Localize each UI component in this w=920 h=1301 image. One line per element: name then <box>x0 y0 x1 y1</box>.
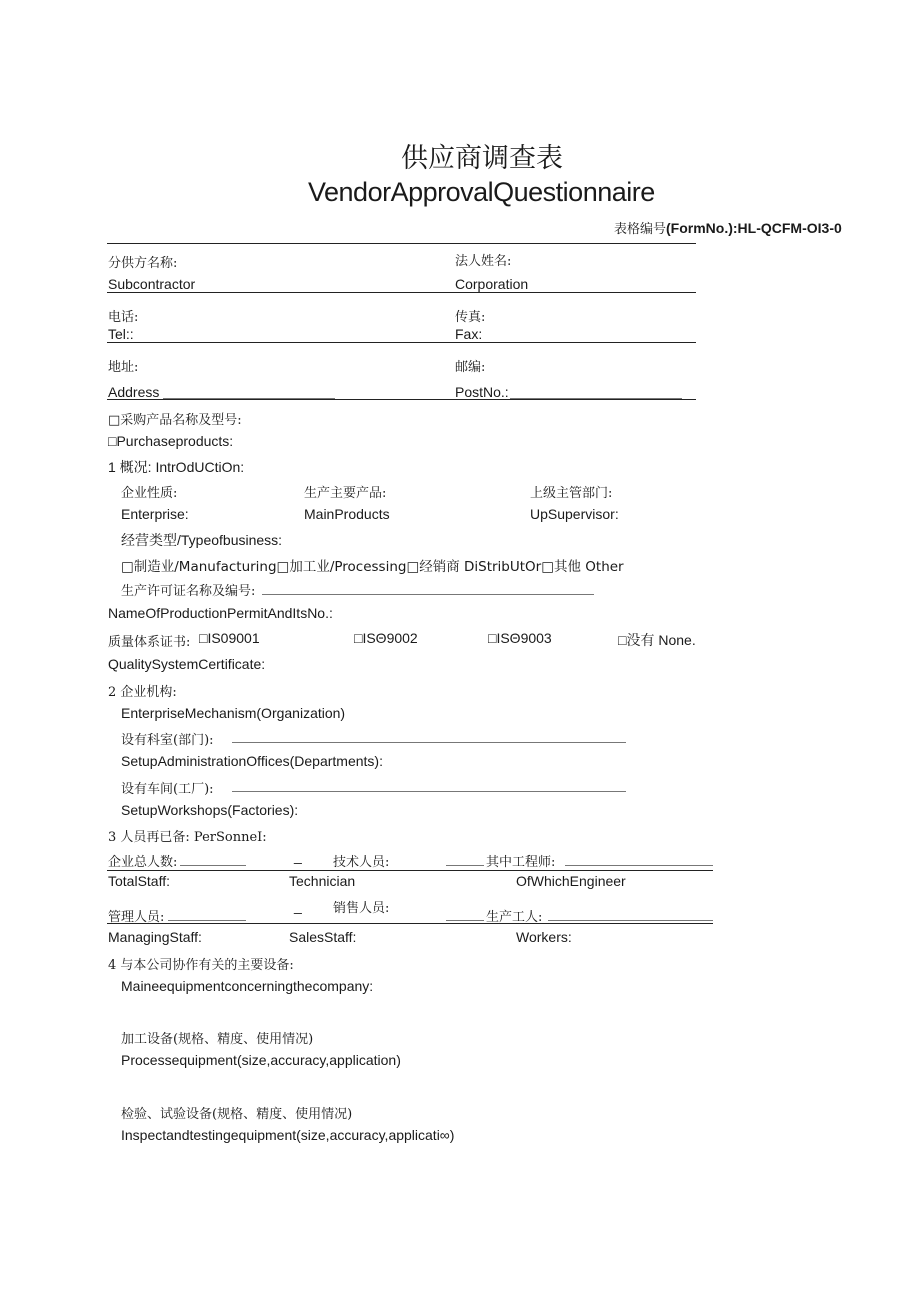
corporation-label-en: Corporation <box>455 276 529 292</box>
workers-label-en: Workers: <box>516 929 572 945</box>
engineer-field-line[interactable] <box>565 865 713 866</box>
dash-1: _ <box>294 848 302 864</box>
address-field-line[interactable] <box>163 398 335 399</box>
table-rule-1 <box>107 292 696 293</box>
managing-label-en: ManagingStaff: <box>108 929 202 945</box>
iso9003-checkbox[interactable]: □ISΘ9003 <box>488 630 552 646</box>
subcontractor-label-en: Subcontractor <box>108 276 196 292</box>
equipment-heading-en: Maineequipmentconcerningthecompany: <box>121 978 374 994</box>
enterprise-label-en: Enterprise: <box>121 506 189 522</box>
table-rule-2 <box>107 342 696 343</box>
workshops-field-line[interactable] <box>232 791 626 792</box>
process-equipment-label-en: Processequipment(size,accuracy,application) <box>121 1052 401 1068</box>
offices-label-en: SetupAdministrationOffices(Departments): <box>121 753 383 769</box>
postno-label-en: PostNo.: <box>455 384 509 400</box>
dash-2: _ <box>294 898 302 914</box>
address-label-en: Address <box>108 384 160 400</box>
intro-heading: 1 概况: IntrOdUCtiOn: <box>108 459 245 475</box>
personnel-heading: 3 人员再已备: PerSonneI: <box>108 830 267 845</box>
fax-label-cn: 传真: <box>455 310 486 325</box>
supervisor-label-en: UpSupervisor: <box>530 506 619 522</box>
workshops-label-en: SetupWorkshops(Factories): <box>121 802 299 818</box>
engineer-label-en: OfWhichEngineer <box>516 873 626 889</box>
offices-field-line[interactable] <box>232 742 626 743</box>
sales-field-line[interactable] <box>446 920 484 921</box>
offices-label-cn: 设有科室(部门): <box>121 733 214 748</box>
permit-label-cn: 生产许可证名称及编号: <box>121 584 256 599</box>
workers-label-cn: 生产工人: <box>486 910 543 925</box>
sales-label-en: SalesStaff: <box>289 929 357 945</box>
personnel-rule-1 <box>107 870 713 871</box>
workers-field-line[interactable] <box>548 920 713 921</box>
none-checkbox[interactable]: □没有 None. <box>618 632 696 648</box>
postno-field-line[interactable] <box>510 398 682 399</box>
organization-heading: 2 企业机构: <box>108 685 177 700</box>
mechanism-label-en: EnterpriseMechanism(Organization) <box>121 705 346 721</box>
sales-label-cn: 销售人员: <box>333 901 390 916</box>
managing-label-cn: 管理人员: <box>108 910 165 925</box>
technician-label-cn: 技术人员: <box>333 855 390 870</box>
engineer-label-cn: 其中工程师: <box>486 855 556 870</box>
personnel-rule-2 <box>107 923 713 924</box>
main-products-label-en: MainProducts <box>304 506 390 522</box>
workshops-label-cn: 设有车间(工厂): <box>121 782 214 797</box>
technician-field-line[interactable] <box>446 865 484 866</box>
business-type-label: 经营类型/Typeofbusiness: <box>121 532 283 548</box>
page-title-en: VendorApprovalQuestionnaire <box>308 177 655 207</box>
tel-label-en: Tel:: <box>108 326 134 342</box>
managing-field-line[interactable] <box>168 920 246 921</box>
total-staff-label-cn: 企业总人数: <box>108 855 178 870</box>
iso9002-checkbox[interactable]: □ISΘ9002 <box>354 630 418 646</box>
business-type-options[interactable]: □制造业/Manufacturing□加工业/Processing□经销商 DiStribUtOr□其他 Other <box>121 559 624 575</box>
table-top-rule <box>107 243 696 244</box>
quality-label-en: QualitySystemCertificate: <box>108 656 266 672</box>
page-title-cn: 供应商调查表 <box>401 143 563 174</box>
form-number <box>614 218 842 237</box>
corporation-label-cn: 法人姓名: <box>455 254 512 269</box>
total-staff-label-en: TotalStaff: <box>108 873 171 889</box>
form-number-value: (FormNo.):HL-QCFM-OI3-0 <box>666 220 842 236</box>
subcontractor-label-cn: 分供方名称: <box>108 256 178 271</box>
permit-label-en: NameOfProductionPermitAndItsNo.: <box>108 605 333 621</box>
quality-label-cn: 质量体系证书: <box>108 635 191 650</box>
permit-field-line[interactable] <box>262 594 594 595</box>
enterprise-label-cn: 企业性质: <box>121 486 178 501</box>
address-label-cn: 地址: <box>108 360 139 375</box>
tel-label-cn: 电话: <box>108 310 139 325</box>
equipment-heading: 4 与本公司协作有关的主要设备: <box>108 958 294 973</box>
postno-label-cn: 邮编: <box>455 360 486 375</box>
form-number-prefix: 表格编号 <box>614 222 667 237</box>
technician-label-en: Technician <box>289 873 356 889</box>
fax-label-en: Fax: <box>455 326 483 342</box>
purchase-label-en: □Purchaseproducts: <box>108 433 234 449</box>
inspect-equipment-label-cn: 检验、试验设备(规格、精度、使用情况) <box>121 1107 353 1122</box>
inspect-equipment-label-en: Inspectandtestingequipment(size,accuracy,applicati∞) <box>121 1127 455 1143</box>
purchase-label-cn: □采购产品名称及型号: <box>108 413 242 428</box>
iso9001-checkbox[interactable]: □IS09001 <box>199 630 260 646</box>
process-equipment-label-cn: 加工设备(规格、精度、使用情况) <box>121 1032 314 1047</box>
main-products-label-cn: 生产主要产品: <box>304 486 387 501</box>
table-rule-3 <box>107 399 696 400</box>
supervisor-label-cn: 上级主管部门: <box>530 486 613 501</box>
total-staff-field-line[interactable] <box>180 865 246 866</box>
